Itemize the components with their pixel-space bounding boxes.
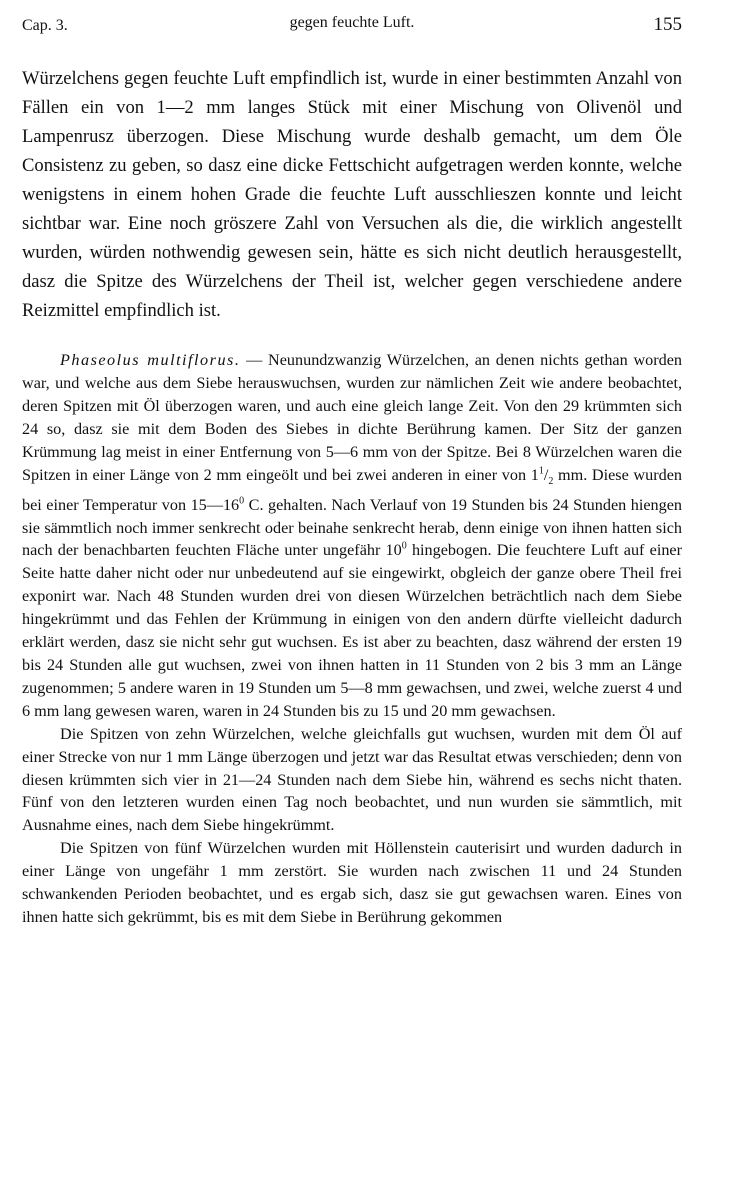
running-header [22, 14, 682, 42]
fraction-denominator: 2 [548, 475, 554, 487]
book-page [22, 14, 682, 929]
paragraph-1: Würzelchens gegen feuchte Luft empfindlich ist, wurde in einer bestimmten Anzahl von Fällen ein von 1—2 mm langes Stück mit einer Mischung von Olivenöl und Lampenrusz überzogen. Diese Mischung wurde deshalb gemacht, um dem Öle Consistenz zu geben, so dasz eine dicke Fettschicht aufgetragen werden konnte, welche wenigstens in einem hohen Grade die feuchte Luft ausschlieszen konnte und leicht sichtbar war. Eine noch gröszere Zahl von Versuchen als die, die wirklich angestellt wurden, würden nothwendig gewesen sein, hätte es sich nicht deutlich herausgestellt, dasz die Spitze des Würzelchens der Theil ist, welcher gegen verschiedene andere Reizmittel empfindlich ist. [22, 68, 682, 321]
paragraph-2: Phaseolus multiflorus. — Neunundzwanzig Würzelchen, an denen nichts gethan worden war, und welche aus dem Siebe herauswuchsen, wurden zur nämlichen Zeit wie andere beobachtet, deren Spitzen mit Öl überzogen waren, und auch eine gleich lange Zeit. Von den 29 krümmten sich 24 so, dasz sie mit dem Boden des Siebes in dichte Berührung kamen. Der Sitz der ganzen Krümmung lag meist in einer Entfernung von 5—6 mm von der Spitze. Bei 8 Würzelchen waren die Spitzen in einer Länge von 2 mm eingeölt und bei zwei anderen in einer von $1^1/_2$ mm. Diese wurden bei einer Temperatur von $15—16^0$ C. gehalten. Nach Verlauf von 19 Stunden bis 24 Stunden hiengen sie sämmtlich noch immer senkrecht oder beinahe senkrecht herab, denn einige von ihnen hatten sich nach der benachbarten feuchten Fläche unter ungefähr $10^0$ hingebogen. Die feuchtere Luft auf einer Seite hatte daher nicht oder nur unbedeutend auf sie eingewirkt, obgleich der ganze obere Theil frei exponirt war. Nach 48 Stunden wurden drei von diesen Würzelchen beträchtlich nach dem Siebe hingekrümmt und das Fehlen der Krümmung in einigen von den andern dürfte vielleicht dadurch erklärt werden, dasz sie nicht sehr gut wuchsen. Es ist aber zu beachten, dasz während der ersten 19 bis 24 Stunden alle gut wuchsen, zwei von ihnen hatten in 11 Stunden von 2 bis 3 mm an Länge zugenommen; 5 andere waren in 19 Stunden um 5—8 mm gewachsen, und zwei, welche zuerst 4 und 6 mm lang gewesen waren, waren in 24 Stunden bis zu 15 und 20 mm gewachsen. [22, 351, 682, 720]
paragraph-2-text-d: hingebogen. Die feuchtere Luft auf einer Seite hatte daher nicht oder nur unbedeutend auf sie eingewirkt, obgleich der ganze obere Theil frei exponirt war. Nach 48 Stunden wurden drei von diesen Würzelchen beträchtlich nach dem Siebe hingekrümmt und das Fehlen der Krümmung in einigen von den andern dürfte vielleicht dadurch erklärt werden, dasz sie nicht sehr gut wuchsen. Es ist aber zu beachten, dasz während der ersten 19 bis 24 Stunden alle gut wuchsen, zwei von ihnen hatten in 11 Stunden von 2 bis 3 mm an Länge zugenommen; 5 andere waren in 19 Stunden um 5—8 mm gewachsen, und zwei, welche zuerst 4 und 6 mm lang gewesen waren, waren in 24 Stunden bis zu 15 und 20 mm gewachsen. [22, 541, 682, 720]
degree-mark-2: 0 [401, 541, 407, 553]
degree-mark-1: 0 [239, 495, 245, 507]
paragraph-3: Die Spitzen von zehn Würzelchen, welche gleichfalls gut wuchsen, wurden mit dem Öl auf einer Strecke von nur 1 mm Länge überzogen und jetzt war das Resultat etwas verschieden; denn von diesen krümmten sich vier in 21—24 Stunden nach dem Siebe hin, während es sechs nicht thaten. Fünf von den letzteren wurden einen Tag noch beobachtet, und nun wurden sie sämmtlich, mit Ausnahme eines, nach dem Siebe hingekrümmt. [22, 724, 682, 835]
species-name: Phaseolus multiflorus. [60, 351, 241, 369]
paragraph-2-text-c: C. gehalten. Nach Verlauf von 19 Stunden bis 24 Stunden hiengen sie sämmtlich noch immer senkrecht oder beinahe senkrecht herab, denn einige von ihnen hatten sich nach der benachbarten feuchten Fläche unter ungefähr 10 [22, 495, 682, 560]
page-number: 155 [653, 14, 682, 35]
section-gap [22, 325, 682, 349]
chapter-label: Cap. 3. [22, 17, 68, 34]
running-title: gegen feuchte Luft. [289, 14, 415, 31]
paragraph-2-text-a: — Neunundzwanzig Würzelchen, an denen nichts gethan worden war, und welche aus dem Siebe herauswuchsen, wurden zur nämlichen Zeit wie andere beobachtet, deren Spitzen mit Öl überzogen waren, und auch eine gleich lange Zeit. Von den 29 krümmten sich 24 so, dasz sie mit dem Boden des Siebes in dichte Berührung kamen. Der Sitz der ganzen Krümmung lag meist in einer Entfernung von 5—6 mm von der Spitze. Bei 8 Würzelchen waren die Spitzen in einer Länge von 2 mm eingeölt und bei zwei anderen in einer von 1 [22, 351, 682, 484]
paragraph-4: Die Spitzen von fünf Würzelchen wurden mit Höllenstein cauterisirt und wurden dadurch in einer Länge von ungefähr 1 mm zerstört. Sie wurden nach zwischen 11 und 24 Stunden schwankenden Perioden beobachtet, und es ergab sich, dasz sie gut gewachsen waren. Eines von ihnen hatte sich gekrümmt, bis es mit dem Siebe in Berührung gekommen [22, 839, 682, 926]
paragraph-2-text-b: mm. Diese wurden bei einer Temperatur von 15—16 [22, 465, 682, 514]
fraction-numerator: 1 [538, 465, 544, 477]
